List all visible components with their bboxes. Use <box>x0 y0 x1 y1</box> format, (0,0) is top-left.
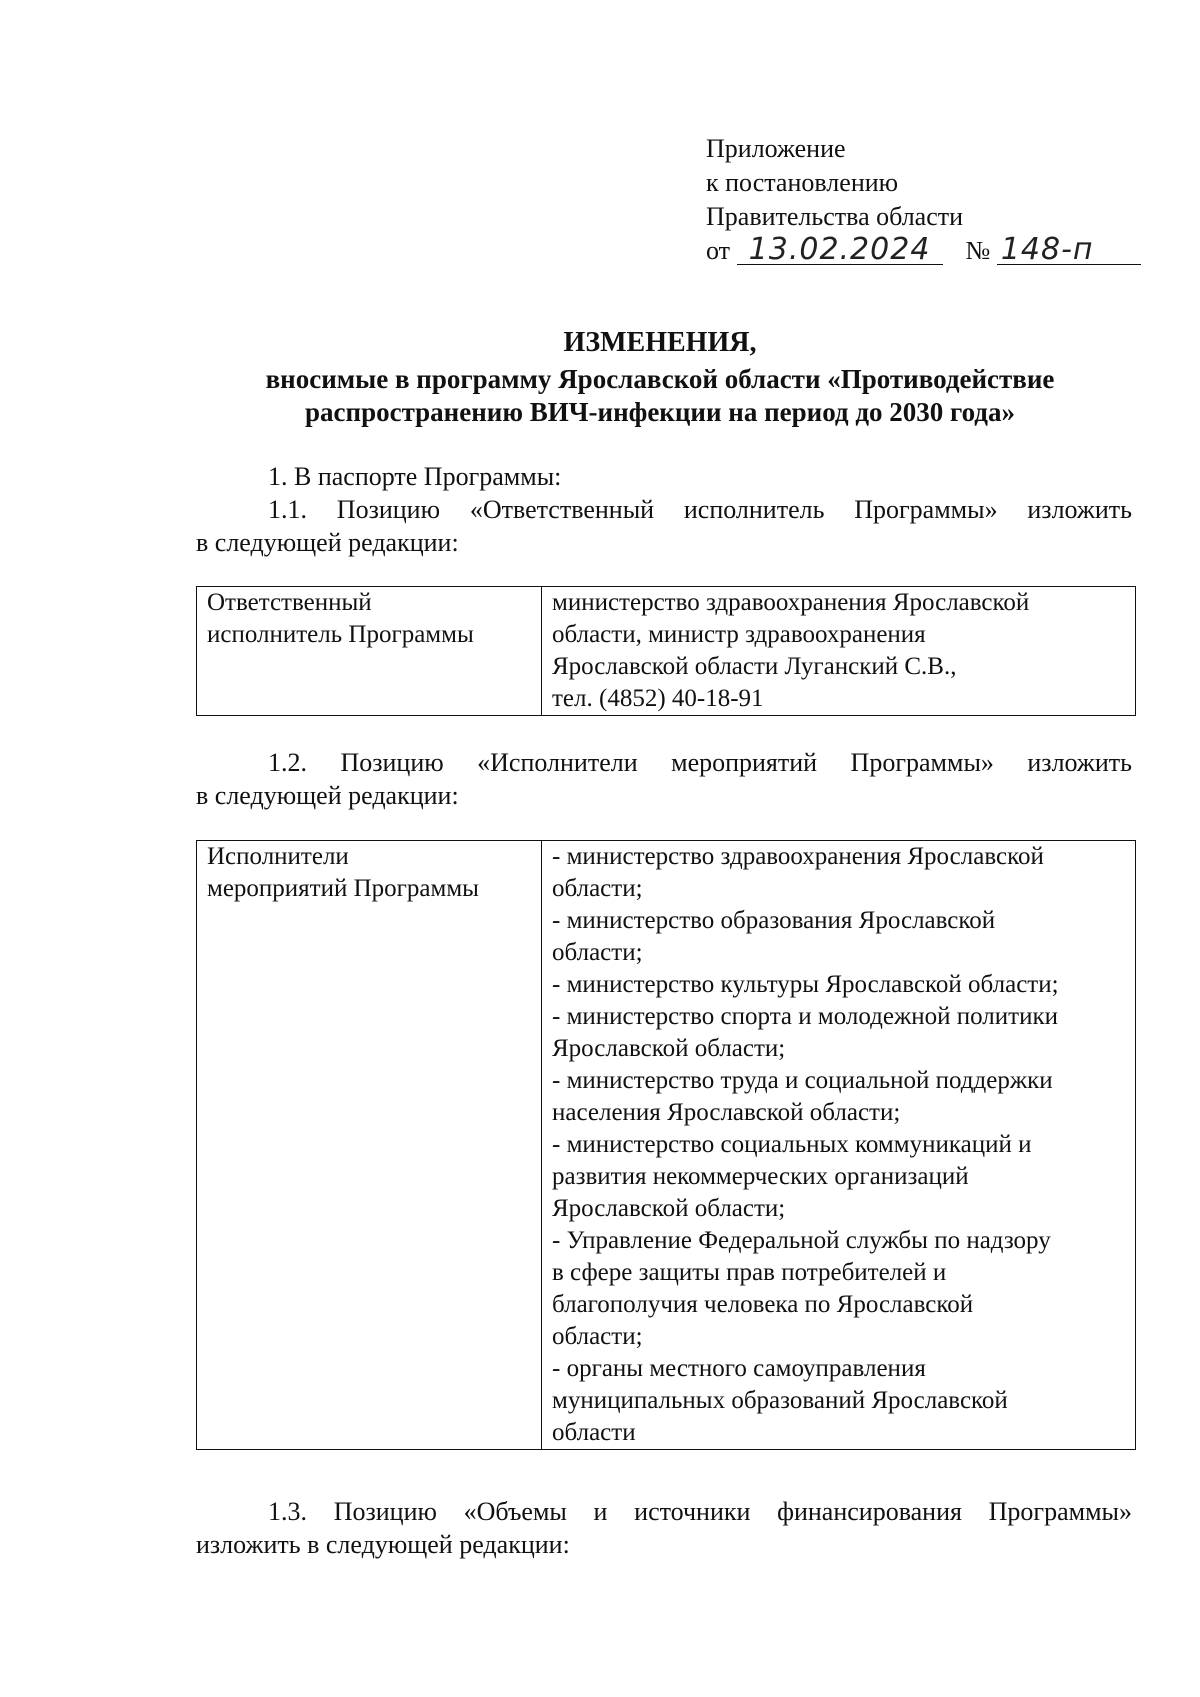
appendix-line-1: Приложение <box>706 134 846 163</box>
cell-line: - министерство социальных коммуникаций и <box>552 1131 1032 1158</box>
cell-line: - органы местного самоуправления <box>552 1355 926 1382</box>
cell-line: области, министр здравоохранения <box>552 621 926 648</box>
cell-line: развития некоммерческих организаций <box>552 1163 969 1190</box>
paragraph-1-2-line-2: в следующей редакции: <box>196 781 459 810</box>
cell-line: Ярославской области; <box>552 1035 786 1062</box>
paragraph-1-2-line-1: 1.2. Позицию «Исполнители мероприятий Программы» изложить <box>268 748 1132 777</box>
number-prefix: № <box>965 236 991 265</box>
cell-line: в сфере защиты прав потребителей и <box>552 1259 947 1286</box>
cell-line: - министерство труда и социальной поддержки <box>552 1067 1053 1094</box>
cell-line: Ярославской области Луганский С.В., <box>552 653 957 680</box>
cell-line: - министерство здравоохранения Ярославской <box>552 843 1044 870</box>
title-line-3: распространению ВИЧ-инфекции на период до 2030 года» <box>305 397 1015 427</box>
cell-line: - министерство культуры Ярославской области; <box>552 971 1059 998</box>
paragraph-1-1-line-1: 1.1. Позицию «Ответственный исполнитель Программы» изложить <box>268 495 1132 524</box>
document-title <box>180 326 1140 429</box>
paragraph-1-1-line-2: в следующей редакции: <box>196 528 459 557</box>
table-cell-label <box>197 587 542 716</box>
date-prefix: от <box>706 236 731 265</box>
table-row <box>197 841 1136 1450</box>
table-cell-label <box>197 841 542 1450</box>
cell-line: Ярославской области; <box>552 1195 786 1222</box>
paragraph-1-3-line-1: 1.3. Позицию «Объемы и источники финансирования Программы» <box>268 1497 1132 1526</box>
cell-line: области; <box>552 939 643 966</box>
cell-line: тел. (4852) 40-18-91 <box>552 685 764 712</box>
cell-line: исполнитель Программы <box>207 621 474 648</box>
cell-line: Ответственный <box>207 589 372 616</box>
cell-line: благополучия человека по Ярославской <box>552 1291 974 1318</box>
cell-line: области; <box>552 1323 643 1350</box>
table-cell-value <box>542 841 1136 1450</box>
cell-line: Исполнители <box>207 843 349 870</box>
title-line-1: ИЗМЕНЕНИЯ, <box>563 327 757 358</box>
table-cell-value <box>542 587 1136 716</box>
cell-line: области; <box>552 875 643 902</box>
cell-line: муниципальных образований Ярославской <box>552 1387 1008 1414</box>
table-responsible-executor <box>196 586 1136 716</box>
appendix-header <box>706 132 1136 268</box>
cell-line: мероприятий Программы <box>207 875 479 902</box>
table-row <box>197 587 1136 716</box>
paragraph-1: 1. В паспорте Программы: <box>268 462 562 491</box>
cell-line: населения Ярославской области; <box>552 1099 901 1126</box>
cell-line: министерство здравоохранения Ярославской <box>552 589 1030 616</box>
appendix-line-3: Правительства области <box>706 202 964 231</box>
cell-line: - министерство образования Ярославской <box>552 907 996 934</box>
handwritten-number: 148-п <box>997 236 1141 265</box>
title-line-2: вносимые в программу Ярославской области «Противодействие <box>265 364 1055 394</box>
appendix-date-number-line <box>706 234 1136 268</box>
cell-line: области <box>552 1419 636 1446</box>
handwritten-date: 13.02.2024 <box>737 236 943 265</box>
cell-line: - министерство спорта и молодежной политики <box>552 1003 1058 1030</box>
paragraph-1-3-line-2: изложить в следующей редакции: <box>196 1530 570 1559</box>
table-program-executors <box>196 840 1136 1450</box>
appendix-line-2: к постановлению <box>706 168 899 197</box>
cell-line: - Управление Федеральной службы по надзору <box>552 1227 1051 1254</box>
